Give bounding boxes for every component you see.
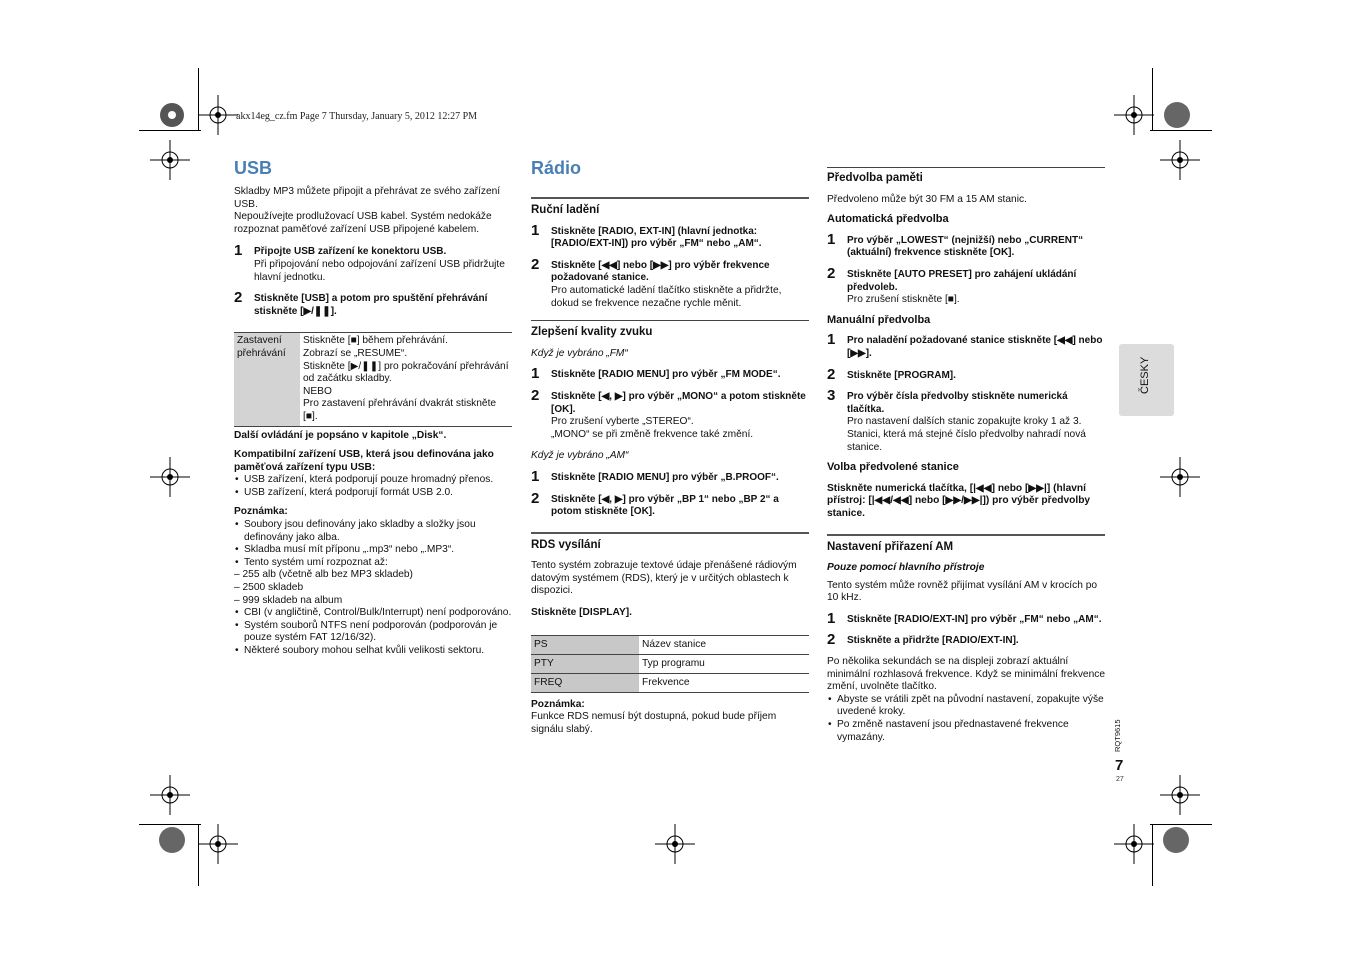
sound-quality-title: Zlepšení kvality zvuku: [531, 326, 653, 339]
fm-subtitle: Když je vybráno „FM“: [531, 347, 628, 359]
crop-mark: [139, 824, 201, 825]
registration-mark-icon: [150, 457, 190, 497]
rds-title: RDS vysílání: [531, 538, 601, 551]
section-divider: [531, 197, 809, 199]
list-item: • CBI (v angličtině, Control/Bulk/Interrupt) není podporováno.: [244, 607, 512, 620]
auto-step-2: [827, 264, 1105, 307]
compat-title: Kompatibilní zařízení USB, která jsou definována jako paměťová zařízení typu USB:: [234, 449, 494, 473]
select-preset-title: Volba předvolené stanice: [827, 461, 959, 474]
auto-step-1: [827, 230, 1105, 260]
usb-step-2: [234, 289, 512, 318]
usb-title: USB: [234, 158, 273, 178]
preset-memory-title: Předvolba paměti: [827, 172, 923, 184]
section-divider: [531, 532, 809, 534]
list-item: • USB zařízení, která podporují pouze hromadný přenos.: [244, 474, 512, 487]
step-number: 1: [827, 230, 836, 248]
usb-intro-1: Skladby MP3 můžete připojit a přehrávat ze svého zařízení USB.: [234, 186, 501, 210]
step-number: 3: [827, 387, 836, 405]
compat-list: [234, 474, 512, 499]
am-allocation-step-2: [827, 631, 1105, 649]
list-item: • Po změně nastavení jsou přednastavené frekvence vymazány.: [837, 719, 1105, 744]
am-allocation-list: [827, 694, 1105, 744]
step-title: Stiskněte [RADIO MENU] pro výběr „FM MODE“.: [551, 369, 781, 381]
usb-intro-2: Nepoužívejte prodlužovací USB kabel. Systém nedokáže rozpoznat paměťové zařízení USB připojené kabelem.: [234, 211, 492, 235]
table-cell: PTY: [531, 654, 639, 673]
note-title: Poznámka:: [234, 506, 288, 518]
step-title: Připojte USB zařízení ke konektoru USB.: [254, 246, 447, 258]
step-desc: Pro zrušení vyberte „STEREO“.: [551, 416, 694, 428]
list-item: • Soubory jsou definovány jako skladby a složky jsou definovány jako alba.: [244, 519, 512, 544]
step-desc: „MONO“ se při změně frekvence také změní.: [551, 428, 754, 440]
step-title: Pro výběr čísla předvolby stiskněte numerická tlačítka.: [847, 391, 1068, 415]
table-row: [531, 673, 809, 692]
table-content: [300, 333, 512, 426]
step-number: 1: [531, 467, 540, 485]
note-list: [234, 519, 512, 569]
language-tab: [1119, 344, 1174, 416]
table-row: [531, 654, 809, 673]
registration-mark-icon: [1162, 100, 1192, 130]
step-number: 2: [234, 289, 243, 307]
am-step-1: [531, 467, 809, 485]
crop-mark: [1150, 824, 1212, 825]
table-cell: Typ programu: [639, 654, 809, 673]
step-title: Stiskněte [◀◀] nebo [▶▶] pro výběr frekvence požadované stanice.: [551, 259, 770, 284]
am-allocation-intro: Tento systém může rovněž přijímat vysílání AM v krocích po 10 kHz.: [827, 579, 1098, 604]
list-item: • Skladba musí mít příponu „.mp3“ nebo „.MP3“.: [244, 544, 512, 557]
fm-step-2: [531, 386, 809, 441]
step-desc: Pro zrušení stiskněte [■].: [847, 294, 960, 306]
page-number: 7: [1115, 757, 1124, 774]
section-divider: [827, 534, 1105, 536]
step-title: Stiskněte [USB] a potom pro spuštění přehrávání stiskněte [▶/❚❚].: [254, 293, 488, 317]
dash-item: – 2500 skladeb: [234, 582, 304, 594]
table-cell: Frekvence: [639, 673, 809, 692]
dash-item: – 999 skladeb na album: [234, 594, 343, 606]
select-preset-text: Stiskněte numerická tlačítka, [|◀◀] nebo [▶▶|] (hlavní přístroj: [|◀◀/◀◀] nebo [▶▶/▶▶|]) pro výběr předvolby stanice.: [827, 482, 1091, 519]
section-divider: [531, 320, 809, 321]
registration-mark-icon: [1114, 824, 1154, 864]
list-item: • USB zařízení, která podporují formát USB 2.0.: [244, 487, 512, 500]
step-title: Stiskněte [◀, ▶] pro výběr „BP 1“ nebo „BP 2“ a potom stiskněte [OK].: [551, 493, 779, 518]
doc-code: RQT9615: [1113, 719, 1122, 752]
list-item: • Systém souborů NTFS není podporován (podporován je pouze systém FAT 12/16/32).: [244, 620, 512, 645]
manual-step-2: [531, 255, 809, 310]
step-number: 2: [827, 264, 836, 282]
stop-playback-table: [234, 332, 512, 426]
table-cell: Název stanice: [639, 635, 809, 654]
table-line: Stiskněte [■] během přehrávání.: [303, 335, 448, 347]
step-number: 1: [234, 242, 243, 260]
registration-mark-icon: [1160, 140, 1200, 180]
step-title: Stiskněte a přidržte [RADIO/EXT-IN].: [847, 635, 1019, 647]
step-number: 1: [531, 365, 540, 383]
step-number: 2: [531, 255, 540, 273]
registration-mark-icon: [1162, 826, 1192, 856]
step-number: 2: [531, 489, 540, 507]
table-line: Zobrazí se „RESUME“.: [303, 347, 408, 359]
am-step-2: [531, 489, 809, 519]
table-line: NEBO: [303, 385, 332, 397]
am-allocation-after: Po několika sekundách se na displeji zobrazí aktuální minimální rozhlasová frekvence. Když se minimální frekvence změní, uvolněte tlačítko.: [827, 656, 1106, 693]
registration-mark-icon: [198, 95, 238, 135]
list-item: • Tento systém umí rozpoznat až:: [244, 557, 512, 570]
step-title: Stiskněte [PROGRAM].: [847, 369, 956, 381]
registration-mark-icon: [198, 824, 238, 864]
section-divider: [827, 167, 1105, 168]
step-title: Stiskněte [◀, ▶] pro výběr „MONO“ a potom stiskněte [OK].: [551, 390, 806, 415]
step-number: 2: [531, 386, 540, 404]
step-title: Stiskněte [AUTO PRESET] pro zahájení ukládání předvoleb.: [847, 268, 1077, 293]
note-dash-list: [234, 569, 512, 607]
step-title: Stiskněte [RADIO MENU] pro výběr „B.PROOF“.: [551, 471, 779, 483]
step-number: 2: [827, 365, 836, 383]
manual-preset-step-1: [827, 331, 1105, 360]
am-subtitle: Když je vybráno „AM“: [531, 450, 629, 462]
step-number: 1: [827, 609, 836, 627]
step-number: 1: [827, 331, 836, 349]
step-title: Stiskněte [RADIO, EXT-IN] (hlavní jednotka: [RADIO/EXT-IN]) pro výběr „FM“ nebo „AM“.: [551, 225, 762, 250]
registration-mark-icon: [158, 826, 188, 856]
dash-item: – 255 alb (včetně alb bez MP3 skladeb): [234, 569, 413, 581]
rds-intro: Tento systém zobrazuje textové údaje přenášené rádiovým datovým systémem (RDS), který je v určitých oblastech k dispozici.: [531, 560, 797, 597]
table-line: Stiskněte [▶/❚❚] pro pokračování přehrávání od začátku skladby.: [303, 360, 509, 385]
manual-step-1: [531, 221, 809, 251]
note-list: [234, 607, 512, 657]
table-row: [531, 635, 809, 654]
preset-column: [827, 167, 1105, 744]
manual-preset-title: Manuální předvolba: [827, 313, 931, 326]
table-cell: FREQ: [531, 673, 639, 692]
manual-tuning-title: Ruční ladění: [531, 204, 600, 216]
fm-step-1: [531, 365, 809, 383]
auto-preset-title: Automatická předvolba: [827, 213, 949, 226]
step-title: Pro výběr „LOWEST“ (nejnižší) nebo „CURRENT“ (aktuální) frekvence stiskněte [OK].: [847, 234, 1084, 259]
registration-mark-icon: [1114, 95, 1154, 135]
step-number: 2: [827, 631, 836, 649]
page-sub-number: 27: [1116, 776, 1124, 783]
manual-preset-step-2: [827, 365, 1105, 383]
table-label: Zastavení přehrávání: [234, 333, 300, 426]
am-allocation-title: Nastavení přiřazení AM: [827, 541, 954, 554]
radio-column: [531, 197, 809, 736]
file-header: akx14eg_cz.fm Page 7 Thursday, January 5, 2012 12:27 PM: [236, 111, 478, 122]
registration-mark-icon: [655, 824, 695, 864]
language-tab-label: ČESKY: [1139, 356, 1151, 394]
step-desc: Při připojování nebo odpojování zařízení USB přidržujte hlavní jednotku.: [254, 258, 505, 283]
step-desc: Pro automatické ladění tlačítko stiskněte a přidržte, dokud se frekvence nezačne rychle měnit.: [551, 284, 782, 309]
registration-mark-icon: [150, 140, 190, 180]
am-allocation-step-1: [827, 609, 1105, 627]
radio-title: Rádio: [531, 158, 582, 178]
list-item: • Abyste se vrátili zpět na původní nastavení, zopakujte výše uvedené kroky.: [837, 694, 1105, 719]
rds-table: [531, 635, 809, 693]
rds-note-text: Funkce RDS nemusí být dostupná, pokud bude příjem signálu slabý.: [531, 711, 777, 735]
rds-press: Stiskněte [DISPLAY].: [531, 607, 632, 619]
step-title: Pro naladění požadované stanice stiskněte [◀◀] nebo [▶▶].: [847, 335, 1103, 359]
step-title: Stiskněte [RADIO/EXT-IN] pro výběr „FM“ nebo „AM“.: [847, 613, 1102, 625]
table-cell: PS: [531, 635, 639, 654]
manual-preset-step-3: [827, 387, 1105, 454]
step-desc: Pro nastavení dalších stanic zopakujte kroky 1 až 3. Stanici, která má stejné číslo předvolby nahradí nová stanice.: [847, 416, 1086, 453]
more-operations: Další ovládání je popsáno v kapitole „Disk“.: [234, 429, 447, 441]
registration-mark-icon: [1160, 775, 1200, 815]
registration-mark-icon: [1160, 457, 1200, 497]
rds-note-title: Poznámka:: [531, 698, 585, 710]
am-allocation-subtitle: Pouze pomocí hlavního přístroje: [827, 562, 985, 574]
list-item: • Některé soubory mohou selhat kvůli velikosti sektoru.: [244, 645, 512, 658]
usb-column: [234, 186, 512, 658]
table-line: Pro zastavení přehrávání dvakrát stiskněte [■].: [303, 398, 497, 422]
step-number: 1: [531, 221, 540, 239]
crop-mark: [1150, 130, 1212, 131]
registration-mark-icon: [150, 775, 190, 815]
usb-step-1: [234, 242, 512, 284]
preset-intro: Předvoleno může být 30 FM a 15 AM stanic.: [827, 193, 1027, 205]
